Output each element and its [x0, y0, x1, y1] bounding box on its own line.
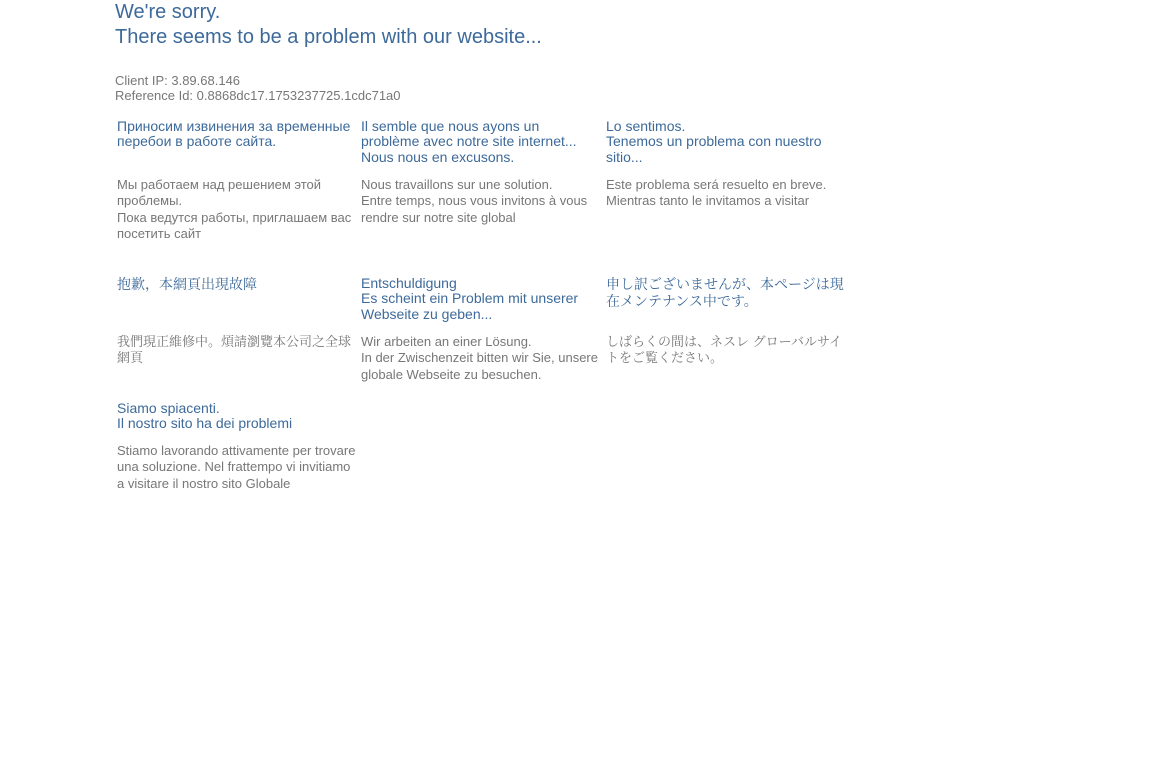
message-title-line: Nous nous en excusons.	[361, 148, 515, 165]
message-body	[117, 443, 357, 492]
message-body-line: Este problema será resuelto en breve.	[606, 177, 827, 192]
message-fr-body	[361, 177, 601, 226]
message-de-body	[361, 334, 601, 383]
message-zh-body	[117, 334, 357, 367]
message-de	[361, 276, 601, 322]
message-body-line: Mientras tanto le invitamos a visitar	[606, 193, 810, 209]
page-title	[115, 0, 542, 50]
message-body	[606, 334, 846, 367]
message-title-line: Siamo spiacenti.	[117, 400, 220, 416]
message-title	[117, 276, 357, 293]
message-title	[361, 276, 601, 322]
message-title-line: Es scheint ein Problem mit unserer Webseite zu geben...	[361, 290, 579, 322]
message-it-body	[117, 443, 357, 492]
message-body-line: Nous travaillons sur une solution.	[361, 177, 553, 192]
message-body	[117, 177, 357, 242]
page-title-line-1: We're sorry.	[115, 1, 221, 23]
message-ru-body	[117, 177, 357, 242]
reference-id: Reference Id: 0.8868dc17.1753237725.1cdc71a0	[115, 87, 401, 103]
message-body-line: Мы работаем над решением этой проблемы.	[117, 177, 322, 209]
message-title	[361, 119, 601, 165]
message-title-line: Tenemos un problema con nuestro sitio...	[606, 133, 822, 165]
message-es	[606, 119, 846, 165]
client-ip: Client IP: 3.89.68.146	[115, 73, 241, 88]
request-info	[115, 74, 401, 103]
message-fr	[361, 119, 601, 165]
message-body-line: Entre temps, nous vous invitons à vous rendre sur notre site global	[361, 193, 588, 225]
message-body-line: しばらくの間は、ネスレ グローバルサイトをご覧ください。	[606, 334, 843, 366]
message-title-line: 抱歉，本網頁出現故障	[117, 276, 257, 292]
message-ja	[606, 276, 846, 310]
page-title-line-2: There seems to be a problem with our website...	[115, 26, 542, 48]
message-title-line: Приносим извинения за временные перебои в работе сайта.	[117, 118, 351, 150]
message-body-line: Wir arbeiten an einer Lösung.	[361, 334, 532, 349]
message-title	[117, 119, 357, 150]
message-es-body	[606, 177, 846, 210]
message-title-line: Il semble que nous ayons un problème avec notre site internet...	[361, 118, 577, 150]
message-body	[361, 177, 601, 226]
message-body-line: 我們現正維修中。煩請瀏覽本公司之全球網頁	[117, 334, 352, 366]
message-title-line: 申し訳ございませんが、本ページは現在メンテナンス中です。	[606, 276, 844, 309]
message-title-line: Il nostro sito ha dei problemi	[117, 415, 293, 432]
message-title-line: Lo sentimos.	[606, 118, 686, 134]
message-title	[606, 119, 846, 165]
message-ru	[117, 119, 357, 150]
message-body-line: Stiamo lavorando attivamente per trovare una soluzione. Nel frattempo vi invitiamo a visitare il nostro sito Globale	[117, 443, 356, 491]
message-title-line: Entschuldigung	[361, 275, 457, 291]
message-body	[606, 177, 846, 210]
message-it	[117, 401, 357, 432]
message-title	[606, 276, 846, 310]
message-body	[361, 334, 601, 383]
message-body	[117, 334, 357, 367]
message-body-line: In der Zwischenzeit bitten wir Sie, unsere globale Webseite zu besuchen.	[361, 350, 598, 382]
message-body-line: Пока ведутся работы, приглашаем вас посетить сайт	[117, 209, 352, 241]
message-zh	[117, 276, 357, 293]
message-ja-body	[606, 334, 846, 367]
message-title	[117, 401, 357, 432]
